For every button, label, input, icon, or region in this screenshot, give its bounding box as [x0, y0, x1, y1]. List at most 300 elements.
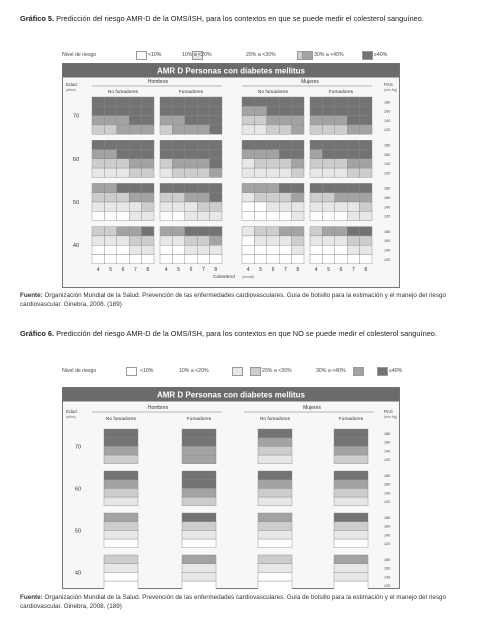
risk-cell: [117, 255, 129, 264]
risk-cell: [197, 227, 209, 236]
risk-cell: [242, 255, 254, 264]
risk-cell: [258, 429, 292, 438]
figure6-caption: [20, 329, 465, 339]
chol-tick-label: 5: [327, 266, 330, 273]
risk-cell: [160, 183, 172, 192]
pas-label: 180: [384, 557, 391, 562]
risk-cell: [322, 211, 334, 220]
risk-cell: [104, 227, 116, 236]
risk-cell: [254, 211, 266, 220]
risk-cell: [197, 202, 209, 211]
risk-cell: [92, 211, 104, 220]
risk-cell: [182, 564, 216, 573]
risk-cell: [292, 183, 304, 192]
risk-cell: [210, 106, 222, 115]
pas-label: 160: [384, 195, 391, 200]
risk-cell: [104, 140, 116, 149]
risk-cell: [182, 429, 216, 438]
chol-tick-label: 7: [134, 266, 137, 273]
risk-cell: [310, 140, 322, 149]
risk-cell: [347, 106, 359, 115]
risk-cell: [335, 106, 347, 115]
risk-cell: [292, 97, 304, 106]
risk-cell: [182, 455, 216, 464]
risk-cell: [254, 159, 266, 168]
risk-cell: [210, 211, 222, 220]
risk-cell: [254, 125, 266, 134]
risk-cell: [142, 150, 154, 159]
legend-entry-5: ≥40%: [374, 52, 388, 58]
risk-cell: [197, 125, 209, 134]
age-label-70: 70: [74, 444, 82, 451]
risk-cell: [142, 227, 154, 236]
risk-cell: [210, 150, 222, 159]
risk-cell: [129, 125, 141, 134]
risk-cell: [322, 140, 334, 149]
risk-cell: [129, 236, 141, 245]
pas-label: 180: [384, 515, 391, 520]
risk-cell: [129, 255, 141, 264]
risk-cell: [142, 140, 154, 149]
age-header: Edad: [66, 82, 77, 87]
risk-cell: [310, 193, 322, 202]
legend-entry-1: <10%: [140, 368, 154, 374]
legend-swatch-4: [302, 51, 313, 60]
risk-cell: [160, 227, 172, 236]
risk-cell: [185, 106, 197, 115]
pas-label: 120: [384, 257, 391, 262]
risk-cell: [334, 446, 368, 455]
risk-cell: [197, 159, 209, 168]
legend-swatch-1: [136, 51, 147, 60]
risk-cell: [360, 227, 372, 236]
risk-cell: [117, 125, 129, 134]
risk-cell: [172, 211, 184, 220]
risk-cell: [267, 227, 279, 236]
figure5-caption-label: Gráfico 5.: [20, 14, 55, 23]
risk-cell: [322, 183, 334, 192]
risk-cell: [142, 125, 154, 134]
chol-tick-label: 6: [189, 266, 193, 273]
risk-cell: [210, 183, 222, 192]
risk-cell: [92, 183, 104, 192]
risk-cell: [347, 255, 359, 264]
risk-cell: [310, 236, 322, 245]
risk-cell: [210, 116, 222, 125]
risk-cell: [335, 255, 347, 264]
risk-cell: [160, 255, 172, 264]
risk-cell: [267, 255, 279, 264]
risk-cell: [117, 202, 129, 211]
risk-cell: [104, 497, 138, 506]
legend-swatch-4: [353, 367, 364, 376]
chol-tick-label: 7: [202, 266, 205, 273]
risk-cell: [172, 255, 184, 264]
risk-cell: [172, 193, 184, 202]
risk-cell: [347, 227, 359, 236]
risk-cell: [335, 97, 347, 106]
risk-cell: [279, 193, 291, 202]
risk-cell: [242, 211, 254, 220]
legend-swatch-2: [232, 367, 243, 376]
risk-cell: [104, 539, 138, 548]
risk-cell: [279, 202, 291, 211]
risk-cell: [334, 497, 368, 506]
risk-cell: [182, 446, 216, 455]
legend-entry-5: ≥40%: [389, 368, 403, 374]
risk-cell: [258, 572, 292, 581]
pas-label: 120: [384, 128, 391, 133]
risk-cell: [142, 255, 154, 264]
risk-cell: [182, 572, 216, 581]
pas-label: 160: [384, 152, 391, 157]
chol-tick-label: 4: [96, 266, 100, 273]
chol-tick-label: 7: [284, 266, 287, 273]
risk-cell: [322, 97, 334, 106]
risk-cell: [242, 183, 254, 192]
risk-cell: [360, 193, 372, 202]
risk-cell: [360, 236, 372, 245]
risk-cell: [310, 202, 322, 211]
risk-cell: [172, 183, 184, 192]
risk-cell: [185, 245, 197, 254]
risk-cell: [210, 97, 222, 106]
risk-cell: [258, 446, 292, 455]
risk-cell: [185, 150, 197, 159]
risk-cell: [360, 116, 372, 125]
risk-cell: [334, 429, 368, 438]
legend-swatch-5: [377, 367, 388, 376]
risk-cell: [292, 150, 304, 159]
risk-cell: [172, 97, 184, 106]
risk-cell: [242, 106, 254, 115]
risk-cell: [182, 530, 216, 539]
chart-title: AMR D Personas con diabetes mellitus: [156, 66, 306, 76]
age-label-60: 60: [74, 486, 82, 493]
figure6-risk-chart: [62, 387, 400, 589]
risk-cell: [142, 106, 154, 115]
risk-cell: [210, 227, 222, 236]
risk-cell: [182, 497, 216, 506]
risk-cell: [160, 97, 172, 106]
risk-cell: [292, 236, 304, 245]
risk-cell: [210, 125, 222, 134]
risk-cell: [92, 116, 104, 125]
pas-label: 180: [384, 100, 391, 105]
risk-cell: [334, 488, 368, 497]
risk-cell: [258, 497, 292, 506]
figure6-legend: [62, 366, 407, 376]
risk-cell: [117, 236, 129, 245]
risk-cell: [197, 183, 209, 192]
risk-cell: [104, 564, 138, 573]
risk-cell: [142, 211, 154, 220]
pas-label: 180: [384, 431, 391, 436]
risk-cell: [310, 116, 322, 125]
risk-cell: [160, 150, 172, 159]
risk-cell: [117, 193, 129, 202]
risk-cell: [142, 236, 154, 245]
pas-label: 180: [384, 143, 391, 148]
risk-cell: [335, 116, 347, 125]
chol-tick-label: 7: [352, 266, 355, 273]
risk-cell: [92, 125, 104, 134]
risk-cell: [335, 168, 347, 177]
risk-cell: [197, 140, 209, 149]
risk-cell: [129, 106, 141, 115]
sex-header-men: Hombres: [147, 405, 169, 411]
risk-cell: [172, 236, 184, 245]
smoker-header-0: No fumadores: [107, 90, 139, 95]
risk-cell: [182, 488, 216, 497]
risk-cell: [347, 202, 359, 211]
risk-cell: [104, 125, 116, 134]
risk-cell: [129, 183, 141, 192]
risk-cell: [267, 150, 279, 159]
risk-cell: [322, 202, 334, 211]
risk-cell: [160, 236, 172, 245]
risk-cell: [185, 159, 197, 168]
risk-cell: [334, 471, 368, 480]
smoker-header-2: No fumadores: [259, 417, 291, 422]
risk-cell: [335, 236, 347, 245]
risk-cell: [117, 183, 129, 192]
risk-cell: [197, 245, 209, 254]
risk-cell: [129, 202, 141, 211]
risk-cell: [322, 159, 334, 168]
age-label-50: 50: [72, 200, 80, 206]
risk-cell: [310, 150, 322, 159]
risk-cell: [254, 150, 266, 159]
risk-cell: [310, 245, 322, 254]
risk-cell: [347, 245, 359, 254]
risk-cell: [104, 438, 138, 447]
risk-cell: [210, 140, 222, 149]
risk-cell: [279, 236, 291, 245]
chol-tick-label: 5: [177, 266, 180, 273]
risk-cell: [347, 97, 359, 106]
risk-cell: [258, 513, 292, 522]
risk-cell: [129, 168, 141, 177]
risk-cell: [104, 455, 138, 464]
risk-cell: [279, 150, 291, 159]
risk-cell: [182, 513, 216, 522]
risk-cell: [185, 168, 197, 177]
pas-label: 140: [384, 205, 391, 210]
pas-label: 160: [384, 440, 391, 445]
risk-cell: [104, 581, 138, 589]
risk-cell: [310, 255, 322, 264]
pas-header: PAS: [384, 82, 393, 87]
risk-cell: [160, 106, 172, 115]
risk-cell: [279, 183, 291, 192]
risk-cell: [360, 183, 372, 192]
risk-cell: [347, 116, 359, 125]
risk-cell: [360, 211, 372, 220]
risk-cell: [322, 150, 334, 159]
risk-cell: [185, 116, 197, 125]
risk-cell: [334, 572, 368, 581]
chart-title: AMR D Personas con diabetes mellitus: [156, 390, 306, 400]
pas-label: 140: [384, 575, 391, 580]
risk-cell: [142, 116, 154, 125]
chol-tick-label: 8: [296, 266, 300, 273]
risk-cell: [129, 116, 141, 125]
legend-swatch-5: [362, 51, 373, 60]
risk-cell: [254, 202, 266, 211]
risk-cell: [104, 555, 138, 564]
figure6-caption-label: Gráfico 6.: [20, 329, 55, 338]
legend-entry-1: <10%: [148, 52, 162, 58]
risk-cell: [347, 140, 359, 149]
risk-cell: [258, 530, 292, 539]
risk-cell: [267, 97, 279, 106]
risk-cell: [104, 159, 116, 168]
legend-entry-4: 30% a <40%: [316, 368, 346, 374]
pas-label: 120: [384, 458, 391, 463]
risk-cell: [160, 125, 172, 134]
pas-label: 140: [384, 533, 391, 538]
risk-cell: [254, 245, 266, 254]
risk-cell: [117, 159, 129, 168]
risk-cell: [360, 159, 372, 168]
chol-tick-label: 8: [364, 266, 368, 273]
risk-cell: [322, 116, 334, 125]
risk-cell: [185, 202, 197, 211]
risk-cell: [92, 236, 104, 245]
risk-cell: [347, 159, 359, 168]
risk-cell: [279, 140, 291, 149]
risk-cell: [160, 168, 172, 177]
risk-cell: [267, 116, 279, 125]
risk-cell: [185, 227, 197, 236]
risk-cell: [292, 106, 304, 115]
risk-cell: [347, 150, 359, 159]
risk-cell: [242, 125, 254, 134]
risk-cell: [104, 572, 138, 581]
risk-cell: [210, 168, 222, 177]
risk-cell: [242, 168, 254, 177]
pas-label: 160: [384, 566, 391, 571]
legend-entry-3: 20% a <30%: [246, 52, 276, 58]
risk-cell: [254, 255, 266, 264]
risk-cell: [117, 168, 129, 177]
smoker-header-0: No fumadores: [105, 417, 137, 422]
risk-cell: [185, 211, 197, 220]
risk-cell: [254, 140, 266, 149]
risk-cell: [242, 140, 254, 149]
risk-cell: [334, 455, 368, 464]
risk-cell: [334, 522, 368, 531]
risk-cell: [172, 150, 184, 159]
chol-tick-label: 4: [246, 266, 250, 273]
sex-header-women: Mujeres: [301, 79, 319, 85]
risk-cell: [172, 140, 184, 149]
risk-cell: [172, 202, 184, 211]
risk-cell: [267, 202, 279, 211]
risk-cell: [334, 555, 368, 564]
risk-cell: [292, 245, 304, 254]
risk-cell: [267, 183, 279, 192]
risk-cell: [160, 211, 172, 220]
risk-cell: [117, 97, 129, 106]
risk-cell: [242, 150, 254, 159]
risk-cell: [279, 245, 291, 254]
risk-cell: [160, 245, 172, 254]
risk-cell: [258, 581, 292, 589]
chol-axis-unit: (mmol/l): [242, 274, 255, 279]
risk-cell: [258, 455, 292, 464]
legend-entry-2: 10% a <20%: [182, 52, 212, 58]
risk-cell: [292, 255, 304, 264]
risk-cell: [279, 106, 291, 115]
risk-cell: [279, 227, 291, 236]
risk-cell: [182, 471, 216, 480]
risk-cell: [182, 480, 216, 489]
risk-cell: [360, 150, 372, 159]
risk-cell: [182, 581, 216, 589]
risk-cell: [172, 106, 184, 115]
risk-cell: [242, 97, 254, 106]
figure6-source-text: Organización Mundial de la Salud. Prevención de las enfermedades cardiovasculares. Guía de bolsillo para la estimación y el manejo del riesgo cardiovascular. Ginebra, 2008. (189): [20, 594, 446, 610]
pas-unit: (mm Hg): [384, 88, 398, 92]
risk-cell: [142, 245, 154, 254]
risk-cell: [360, 140, 372, 149]
risk-cell: [142, 202, 154, 211]
risk-cell: [267, 159, 279, 168]
risk-cell: [104, 471, 138, 480]
risk-cell: [92, 106, 104, 115]
risk-cell: [242, 202, 254, 211]
risk-cell: [104, 202, 116, 211]
risk-cell: [254, 168, 266, 177]
risk-cell: [182, 438, 216, 447]
age-label-50: 50: [74, 528, 82, 535]
risk-cell: [185, 255, 197, 264]
pas-label: 120: [384, 171, 391, 176]
risk-cell: [185, 236, 197, 245]
risk-cell: [322, 125, 334, 134]
pas-label: 140: [384, 449, 391, 454]
risk-cell: [258, 438, 292, 447]
pas-label: 120: [384, 584, 391, 589]
risk-cell: [335, 159, 347, 168]
risk-cell: [92, 150, 104, 159]
risk-cell: [197, 168, 209, 177]
risk-cell: [117, 116, 129, 125]
risk-cell: [335, 202, 347, 211]
risk-cell: [197, 97, 209, 106]
chol-tick-label: 8: [146, 266, 150, 273]
risk-cell: [310, 125, 322, 134]
risk-cell: [310, 227, 322, 236]
sex-header-women: Mujeres: [303, 405, 321, 411]
pas-label: 160: [384, 239, 391, 244]
risk-cell: [254, 183, 266, 192]
risk-cell: [172, 159, 184, 168]
risk-cell: [197, 236, 209, 245]
risk-cell: [104, 245, 116, 254]
risk-cell: [292, 227, 304, 236]
risk-cell: [242, 236, 254, 245]
risk-cell: [292, 168, 304, 177]
risk-cell: [334, 438, 368, 447]
risk-cell: [104, 522, 138, 531]
figure6-source-label: Fuente:: [20, 594, 43, 601]
age-label-40: 40: [74, 570, 82, 577]
risk-cell: [104, 513, 138, 522]
risk-cell: [335, 211, 347, 220]
